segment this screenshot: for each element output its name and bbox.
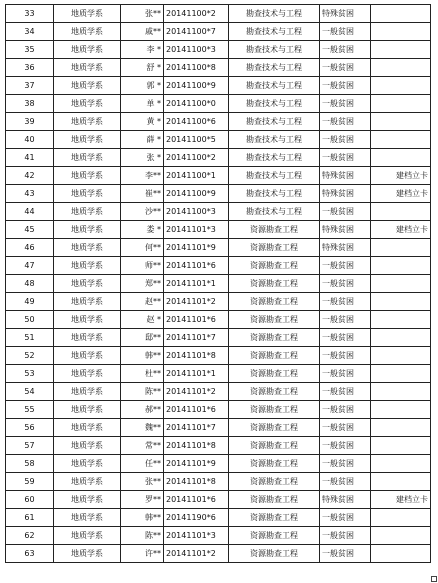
row-number-cell: 59	[6, 473, 54, 491]
student-id-cell: 20141101*8	[164, 437, 229, 455]
student-name-cell: 张 *	[121, 149, 164, 167]
row-number-cell: 38	[6, 95, 54, 113]
department-cell: 地质学系	[54, 311, 121, 329]
poverty-level-cell: 一般贫困	[320, 257, 371, 275]
department-cell: 地质学系	[54, 329, 121, 347]
row-number-cell: 56	[6, 419, 54, 437]
department-cell: 地质学系	[54, 365, 121, 383]
note-cell	[371, 41, 431, 59]
department-cell: 地质学系	[54, 347, 121, 365]
poverty-level-cell: 一般贫困	[320, 293, 371, 311]
poverty-level-cell: 一般贫困	[320, 23, 371, 41]
row-number-cell: 54	[6, 383, 54, 401]
student-name-cell: 赵**	[121, 293, 164, 311]
table-row	[6, 185, 431, 203]
poverty-level-cell: 一般贫困	[320, 77, 371, 95]
major-cell: 勘查技术与工程	[229, 77, 320, 95]
poverty-level-cell: 一般贫困	[320, 509, 371, 527]
row-number-cell: 44	[6, 203, 54, 221]
major-cell: 勘查技术与工程	[229, 59, 320, 77]
major-cell: 勘查技术与工程	[229, 167, 320, 185]
student-name-cell: 陈**	[121, 527, 164, 545]
student-name-cell: 魏**	[121, 419, 164, 437]
department-cell: 地质学系	[54, 221, 121, 239]
poverty-level-cell: 特殊贫困	[320, 5, 371, 23]
note-cell	[371, 5, 431, 23]
student-name-cell: 崔**	[121, 185, 164, 203]
row-number-cell: 51	[6, 329, 54, 347]
row-number-cell: 33	[6, 5, 54, 23]
table-row	[6, 455, 431, 473]
student-name-cell: 郝**	[121, 401, 164, 419]
note-cell	[371, 383, 431, 401]
table-row	[6, 23, 431, 41]
department-cell: 地质学系	[54, 41, 121, 59]
poverty-level-cell: 一般贫困	[320, 203, 371, 221]
note-cell	[371, 95, 431, 113]
note-cell	[371, 59, 431, 77]
note-cell	[371, 311, 431, 329]
note-cell	[371, 203, 431, 221]
table-row	[6, 203, 431, 221]
row-number-cell: 41	[6, 149, 54, 167]
note-cell	[371, 77, 431, 95]
major-cell: 资源勘查工程	[229, 293, 320, 311]
student-id-cell: 20141101*9	[164, 239, 229, 257]
table-row	[6, 545, 431, 563]
table-row	[6, 59, 431, 77]
poverty-level-cell: 一般贫困	[320, 113, 371, 131]
row-number-cell: 55	[6, 401, 54, 419]
poverty-level-cell: 一般贫困	[320, 347, 371, 365]
poverty-level-cell: 特殊贫困	[320, 167, 371, 185]
department-cell: 地质学系	[54, 113, 121, 131]
department-cell: 地质学系	[54, 239, 121, 257]
row-number-cell: 58	[6, 455, 54, 473]
major-cell: 资源勘查工程	[229, 455, 320, 473]
student-id-cell: 20141100*5	[164, 131, 229, 149]
student-id-cell: 20141101*9	[164, 455, 229, 473]
note-cell	[371, 23, 431, 41]
student-id-cell: 20141101*2	[164, 383, 229, 401]
student-name-cell: 薛 *	[121, 131, 164, 149]
department-cell: 地质学系	[54, 545, 121, 563]
table-row	[6, 257, 431, 275]
department-cell: 地质学系	[54, 401, 121, 419]
row-number-cell: 36	[6, 59, 54, 77]
note-cell	[371, 113, 431, 131]
student-id-cell: 20141101*1	[164, 275, 229, 293]
student-aid-table	[5, 4, 431, 563]
row-number-cell: 52	[6, 347, 54, 365]
department-cell: 地质学系	[54, 95, 121, 113]
major-cell: 资源勘查工程	[229, 437, 320, 455]
student-id-cell: 20141100*9	[164, 77, 229, 95]
student-name-cell: 黄 *	[121, 113, 164, 131]
poverty-level-cell: 一般贫困	[320, 41, 371, 59]
poverty-level-cell: 特殊贫困	[320, 239, 371, 257]
table-row	[6, 329, 431, 347]
poverty-level-cell: 一般贫困	[320, 311, 371, 329]
poverty-level-cell: 一般贫困	[320, 95, 371, 113]
department-cell: 地质学系	[54, 473, 121, 491]
student-id-cell: 20141101*2	[164, 545, 229, 563]
student-id-cell: 20141101*6	[164, 257, 229, 275]
note-cell: 建档立卡	[371, 491, 431, 509]
table-row	[6, 239, 431, 257]
note-cell: 建档立卡	[371, 221, 431, 239]
department-cell: 地质学系	[54, 203, 121, 221]
student-id-cell: 20141100*8	[164, 59, 229, 77]
note-cell	[371, 509, 431, 527]
student-name-cell: 戚**	[121, 23, 164, 41]
row-number-cell: 49	[6, 293, 54, 311]
table-row	[6, 293, 431, 311]
department-cell: 地质学系	[54, 527, 121, 545]
note-cell	[371, 257, 431, 275]
table-row	[6, 113, 431, 131]
note-cell	[371, 455, 431, 473]
row-number-cell: 63	[6, 545, 54, 563]
department-cell: 地质学系	[54, 437, 121, 455]
major-cell: 勘查技术与工程	[229, 5, 320, 23]
row-number-cell: 60	[6, 491, 54, 509]
note-cell	[371, 365, 431, 383]
department-cell: 地质学系	[54, 383, 121, 401]
major-cell: 资源勘查工程	[229, 311, 320, 329]
table-row	[6, 473, 431, 491]
major-cell: 资源勘查工程	[229, 473, 320, 491]
student-name-cell: 何**	[121, 239, 164, 257]
student-aid-table-body	[6, 5, 431, 563]
table-row	[6, 221, 431, 239]
department-cell: 地质学系	[54, 257, 121, 275]
student-id-cell: 20141190*6	[164, 509, 229, 527]
row-number-cell: 45	[6, 221, 54, 239]
major-cell: 资源勘查工程	[229, 383, 320, 401]
student-id-cell: 20141100*3	[164, 41, 229, 59]
student-name-cell: 师**	[121, 257, 164, 275]
student-name-cell: 郑**	[121, 275, 164, 293]
major-cell: 勘查技术与工程	[229, 149, 320, 167]
note-cell	[371, 347, 431, 365]
department-cell: 地质学系	[54, 131, 121, 149]
department-cell: 地质学系	[54, 5, 121, 23]
note-cell	[371, 131, 431, 149]
table-row	[6, 149, 431, 167]
major-cell: 资源勘查工程	[229, 239, 320, 257]
major-cell: 资源勘查工程	[229, 419, 320, 437]
row-number-cell: 39	[6, 113, 54, 131]
note-cell	[371, 149, 431, 167]
major-cell: 资源勘查工程	[229, 365, 320, 383]
major-cell: 资源勘查工程	[229, 221, 320, 239]
note-cell	[371, 401, 431, 419]
row-number-cell: 47	[6, 257, 54, 275]
poverty-level-cell: 一般贫困	[320, 131, 371, 149]
note-cell: 建档立卡	[371, 167, 431, 185]
student-name-cell: 单 *	[121, 95, 164, 113]
poverty-level-cell: 一般贫困	[320, 59, 371, 77]
table-row	[6, 437, 431, 455]
table-row	[6, 401, 431, 419]
student-name-cell: 李**	[121, 167, 164, 185]
student-name-cell: 张**	[121, 473, 164, 491]
student-id-cell: 20141101*3	[164, 527, 229, 545]
student-name-cell: 韩**	[121, 509, 164, 527]
major-cell: 资源勘查工程	[229, 275, 320, 293]
poverty-level-cell: 一般贫困	[320, 545, 371, 563]
student-name-cell: 许**	[121, 545, 164, 563]
row-number-cell: 57	[6, 437, 54, 455]
student-name-cell: 任**	[121, 455, 164, 473]
table-row	[6, 275, 431, 293]
student-name-cell: 常**	[121, 437, 164, 455]
major-cell: 资源勘查工程	[229, 509, 320, 527]
poverty-level-cell: 一般贫困	[320, 437, 371, 455]
student-id-cell: 20141101*6	[164, 491, 229, 509]
student-name-cell: 沙**	[121, 203, 164, 221]
department-cell: 地质学系	[54, 77, 121, 95]
department-cell: 地质学系	[54, 419, 121, 437]
table-row	[6, 347, 431, 365]
table-row	[6, 491, 431, 509]
student-name-cell: 李 *	[121, 41, 164, 59]
department-cell: 地质学系	[54, 59, 121, 77]
major-cell: 勘查技术与工程	[229, 23, 320, 41]
department-cell: 地质学系	[54, 275, 121, 293]
table-row	[6, 383, 431, 401]
student-name-cell: 张**	[121, 5, 164, 23]
student-name-cell: 娄 *	[121, 221, 164, 239]
poverty-level-cell: 特殊贫困	[320, 185, 371, 203]
student-name-cell: 陈**	[121, 383, 164, 401]
department-cell: 地质学系	[54, 455, 121, 473]
department-cell: 地质学系	[54, 185, 121, 203]
note-cell	[371, 437, 431, 455]
table-row	[6, 131, 431, 149]
table-row	[6, 365, 431, 383]
student-id-cell: 20141100*9	[164, 185, 229, 203]
table-row	[6, 95, 431, 113]
major-cell: 勘查技术与工程	[229, 95, 320, 113]
student-id-cell: 20141101*6	[164, 401, 229, 419]
department-cell: 地质学系	[54, 491, 121, 509]
student-name-cell: 韩**	[121, 347, 164, 365]
row-number-cell: 48	[6, 275, 54, 293]
note-cell	[371, 329, 431, 347]
department-cell: 地质学系	[54, 509, 121, 527]
poverty-level-cell: 一般贫困	[320, 455, 371, 473]
table-row	[6, 167, 431, 185]
major-cell: 资源勘查工程	[229, 329, 320, 347]
major-cell: 勘查技术与工程	[229, 41, 320, 59]
department-cell: 地质学系	[54, 149, 121, 167]
major-cell: 勘查技术与工程	[229, 131, 320, 149]
student-id-cell: 20141100*2	[164, 5, 229, 23]
poverty-level-cell: 特殊贫困	[320, 491, 371, 509]
major-cell: 资源勘查工程	[229, 347, 320, 365]
table-row	[6, 5, 431, 23]
student-id-cell: 20141101*8	[164, 347, 229, 365]
poverty-level-cell: 一般贫困	[320, 149, 371, 167]
row-number-cell: 37	[6, 77, 54, 95]
department-cell: 地质学系	[54, 293, 121, 311]
student-id-cell: 20141100*1	[164, 167, 229, 185]
student-id-cell: 20141100*0	[164, 95, 229, 113]
major-cell: 勘查技术与工程	[229, 113, 320, 131]
student-name-cell: 郭 *	[121, 77, 164, 95]
student-id-cell: 20141101*7	[164, 329, 229, 347]
row-number-cell: 53	[6, 365, 54, 383]
student-id-cell: 20141100*3	[164, 203, 229, 221]
row-number-cell: 46	[6, 239, 54, 257]
row-number-cell: 34	[6, 23, 54, 41]
student-id-cell: 20141101*3	[164, 221, 229, 239]
student-name-cell: 杜**	[121, 365, 164, 383]
row-number-cell: 61	[6, 509, 54, 527]
poverty-level-cell: 一般贫困	[320, 275, 371, 293]
student-id-cell: 20141101*2	[164, 293, 229, 311]
poverty-level-cell: 一般贫困	[320, 473, 371, 491]
poverty-level-cell: 特殊贫困	[320, 221, 371, 239]
poverty-level-cell: 一般贫困	[320, 419, 371, 437]
department-cell: 地质学系	[54, 167, 121, 185]
table-row	[6, 311, 431, 329]
student-id-cell: 20141100*7	[164, 23, 229, 41]
student-id-cell: 20141101*1	[164, 365, 229, 383]
student-name-cell: 罗**	[121, 491, 164, 509]
row-number-cell: 42	[6, 167, 54, 185]
major-cell: 资源勘查工程	[229, 545, 320, 563]
table-row	[6, 527, 431, 545]
row-number-cell: 40	[6, 131, 54, 149]
poverty-level-cell: 一般贫困	[320, 365, 371, 383]
table-row	[6, 77, 431, 95]
department-cell: 地质学系	[54, 23, 121, 41]
row-number-cell: 50	[6, 311, 54, 329]
major-cell: 资源勘查工程	[229, 491, 320, 509]
note-cell	[371, 545, 431, 563]
row-number-cell: 43	[6, 185, 54, 203]
table-row	[6, 41, 431, 59]
table-resize-handle[interactable]	[431, 576, 437, 582]
note-cell	[371, 473, 431, 491]
poverty-level-cell: 一般贫困	[320, 329, 371, 347]
table-row	[6, 419, 431, 437]
poverty-level-cell: 一般贫困	[320, 527, 371, 545]
student-id-cell: 20141100*6	[164, 113, 229, 131]
student-id-cell: 20141101*7	[164, 419, 229, 437]
major-cell: 勘查技术与工程	[229, 203, 320, 221]
note-cell	[371, 527, 431, 545]
major-cell: 资源勘查工程	[229, 401, 320, 419]
row-number-cell: 62	[6, 527, 54, 545]
note-cell	[371, 419, 431, 437]
poverty-level-cell: 一般贫困	[320, 383, 371, 401]
table-row	[6, 509, 431, 527]
note-cell: 建档立卡	[371, 185, 431, 203]
student-name-cell: 舒 *	[121, 59, 164, 77]
note-cell	[371, 293, 431, 311]
student-id-cell: 20141101*6	[164, 311, 229, 329]
student-name-cell: 邸**	[121, 329, 164, 347]
student-id-cell: 20141100*2	[164, 149, 229, 167]
note-cell	[371, 275, 431, 293]
major-cell: 资源勘查工程	[229, 527, 320, 545]
note-cell	[371, 239, 431, 257]
student-name-cell: 赵 *	[121, 311, 164, 329]
poverty-level-cell: 一般贫困	[320, 401, 371, 419]
student-id-cell: 20141101*8	[164, 473, 229, 491]
row-number-cell: 35	[6, 41, 54, 59]
major-cell: 勘查技术与工程	[229, 185, 320, 203]
major-cell: 资源勘查工程	[229, 257, 320, 275]
